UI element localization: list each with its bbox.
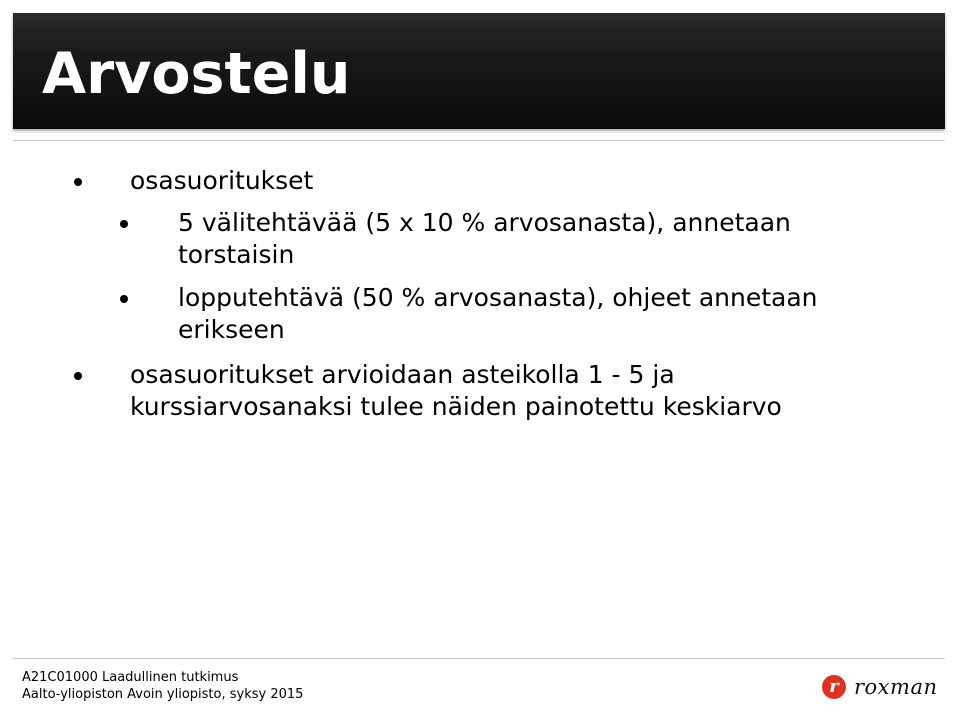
bullet-dot [120, 220, 128, 228]
bullet-dot [120, 295, 128, 303]
bullet-item [178, 207, 791, 271]
footer-divider [13, 658, 945, 659]
title-divider [13, 140, 945, 141]
bullet-text: 5 välitehtävää (5 x 10 % arvosanasta), annetaan [178, 208, 791, 237]
roxman-logo [822, 673, 942, 703]
footer-institution: Aalto-yliopiston Avoin yliopisto, syksy 2015 [22, 687, 304, 702]
bullet-text: osasuoritukset arvioidaan asteikolla 1 - 5 ja [130, 360, 675, 389]
bullet-item [130, 165, 313, 197]
footer-course: A21C01000 Laadullinen tutkimus [22, 670, 239, 685]
bullet-dot [74, 178, 82, 186]
bullet-text: osasuoritukset [130, 166, 314, 195]
slide-title: Arvostelu [42, 41, 351, 107]
bullet-item [130, 359, 782, 423]
bullet-text: torstaisin [178, 240, 295, 269]
bullet-text: kurssiarvosanaksi tulee näiden painotettu keskiarvo [130, 392, 782, 421]
bullet-text: erikseen [178, 315, 285, 344]
footer [22, 669, 303, 703]
logo-mark-icon: r [822, 675, 846, 699]
bullet-text: lopputehtävä (50 % arvosanasta), ohjeet annetaan [178, 283, 818, 312]
bullet-dot [74, 372, 82, 380]
logo-wordmark: roxman [854, 675, 938, 699]
bullet-item [178, 282, 818, 346]
